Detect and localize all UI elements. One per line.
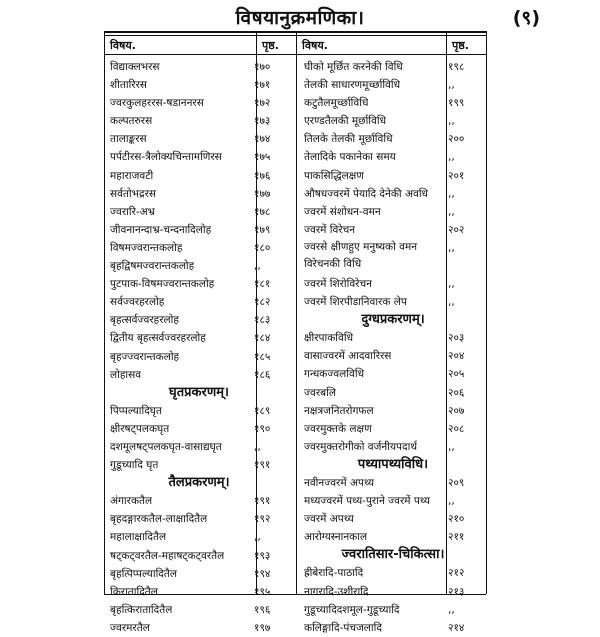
entry-page: २०४ bbox=[448, 350, 465, 363]
index-entry bbox=[300, 619, 486, 637]
entry-subject: बृहत्किरातादितैल bbox=[110, 603, 173, 616]
entry-page: १९४ bbox=[254, 567, 271, 580]
entry-page: ,, bbox=[448, 115, 455, 128]
index-entry bbox=[300, 384, 486, 402]
entry-subject: क्षीरषट्पलकघृत bbox=[110, 422, 170, 435]
entry-page: १९६ bbox=[254, 603, 271, 616]
entry-subject: आरोग्यस्नानकाल bbox=[304, 531, 368, 544]
section-title: घृतप्रकरणम्। bbox=[169, 384, 229, 400]
entry-page: ,, bbox=[254, 531, 261, 544]
index-entry bbox=[106, 275, 292, 293]
index-entry bbox=[106, 58, 292, 76]
entry-page: २०२ bbox=[448, 223, 465, 236]
index-entry bbox=[300, 474, 486, 492]
entry-page: १७४ bbox=[254, 133, 271, 146]
left-page-header: पृष्ठ. bbox=[262, 39, 279, 52]
index-entry bbox=[300, 76, 486, 94]
entry-subject: घीको मूर्छित करनेकी विधि bbox=[304, 61, 403, 73]
entry-page: १७३ bbox=[254, 115, 271, 128]
index-entry bbox=[300, 329, 486, 347]
right-subject-header: विषय. bbox=[302, 39, 328, 52]
entry-subject: द्वितीय बृहत्सर्वज्वरहरलोह bbox=[110, 332, 206, 345]
index-entry bbox=[106, 510, 292, 528]
index-entry bbox=[106, 311, 292, 329]
entry-page: २०८ bbox=[448, 422, 465, 435]
entry-subject: महालाक्षादितैल bbox=[110, 531, 167, 544]
entry-page: २०७ bbox=[448, 404, 465, 417]
entry-subject: ज्वरबलि bbox=[304, 386, 336, 399]
left-index-column bbox=[106, 58, 292, 637]
index-entry bbox=[300, 564, 486, 582]
entry-page: २१३ bbox=[448, 585, 465, 598]
index-entry bbox=[106, 619, 292, 637]
entry-subject: बृहद्विषमज्वरान्तकलोह bbox=[110, 260, 195, 273]
entry-page: १८९ bbox=[254, 404, 271, 417]
entry-subject: पुटपाक-विषमज्वरान्तकलोह bbox=[110, 278, 215, 291]
entry-page: १९१ bbox=[254, 459, 271, 472]
entry-page: १९३ bbox=[254, 549, 271, 562]
index-entry bbox=[106, 329, 292, 347]
entry-page: २०९ bbox=[448, 476, 465, 489]
entry-page: ,, bbox=[448, 205, 455, 218]
entry-page: १७७ bbox=[254, 187, 271, 200]
index-entry bbox=[300, 438, 486, 456]
entry-subject: पिप्पल्यादिघृत bbox=[110, 404, 162, 417]
index-entry bbox=[300, 130, 486, 148]
index-entry bbox=[106, 583, 292, 601]
index-entry bbox=[106, 203, 292, 221]
entry-page: ,, bbox=[448, 151, 455, 164]
entry-subject: गुडूच्यादि घृत bbox=[110, 459, 159, 472]
entry-subject: ज्वरमें शिरोविरेचन bbox=[304, 277, 372, 290]
entry-page: १७१ bbox=[254, 79, 271, 92]
entry-page: ,, bbox=[254, 440, 261, 453]
entry-page: २०५ bbox=[448, 368, 465, 381]
section-heading bbox=[106, 384, 292, 402]
index-entry bbox=[300, 528, 486, 546]
index-entry bbox=[300, 112, 486, 130]
entry-page: १८६ bbox=[254, 368, 271, 381]
index-entry bbox=[300, 420, 486, 438]
entry-subject: ज्वरमें संशोधन-वमन bbox=[304, 205, 381, 218]
entry-page: १७५ bbox=[254, 151, 271, 164]
section-heading bbox=[300, 546, 486, 564]
entry-subject: महाराजवटी bbox=[110, 169, 154, 182]
index-entry bbox=[300, 148, 486, 166]
entry-subject: दशमूलषट्पलकघृत-वासाद्यघृत bbox=[110, 440, 222, 453]
section-title: तैलप्रकरणम्। bbox=[168, 475, 230, 491]
entry-subject: क्षीरपाकविधि bbox=[304, 332, 354, 345]
index-entry bbox=[300, 402, 486, 420]
entry-subject: कल्पतरुरस bbox=[110, 115, 153, 128]
entry-page: १७० bbox=[254, 61, 271, 73]
index-entry bbox=[300, 221, 486, 239]
entry-page: ,, bbox=[254, 260, 261, 273]
entry-page: ,, bbox=[448, 440, 455, 453]
index-entry bbox=[106, 492, 292, 510]
entry-subject: बृहज्ज्वरान्तकलोह bbox=[110, 350, 180, 363]
entry-page: १७६ bbox=[254, 169, 271, 182]
index-entry bbox=[300, 365, 486, 383]
entry-page: १९० bbox=[254, 422, 271, 435]
entry-page: १८४ bbox=[254, 332, 271, 345]
entry-subject: ज्वरमें विरेचन bbox=[304, 223, 356, 236]
index-entry bbox=[106, 130, 292, 148]
border-left bbox=[104, 31, 105, 594]
section-title: ज्वरातिसार-चिकित्सा। bbox=[341, 547, 445, 563]
entry-page: ,, bbox=[448, 495, 455, 508]
entry-page: १८५ bbox=[254, 350, 271, 363]
entry-subject: तेलादिके पकानेका समय bbox=[304, 151, 396, 164]
entry-page: १८० bbox=[254, 241, 271, 254]
entry-subject: नवीनज्वरमें अपथ्य bbox=[304, 476, 375, 489]
index-entry bbox=[106, 601, 292, 619]
entry-page: १७२ bbox=[254, 97, 271, 110]
index-entry bbox=[300, 347, 486, 365]
index-entry bbox=[106, 402, 292, 420]
index-entry bbox=[300, 510, 486, 528]
entry-page: २०० bbox=[448, 133, 465, 146]
entry-page: २०३ bbox=[448, 332, 465, 345]
entry-subject: ज्वरमुक्तके लक्षण bbox=[304, 422, 372, 435]
entry-page: ,, bbox=[448, 296, 455, 309]
entry-subject: औषधज्वरमें पेयादि देनेकी अवधि bbox=[304, 187, 428, 200]
entry-page: २१० bbox=[448, 513, 465, 526]
entry-page: २०६ bbox=[448, 386, 465, 399]
entry-subject: लोहासव bbox=[110, 368, 142, 381]
entry-subject: सर्वज्वरहरलोह bbox=[110, 296, 165, 309]
entry-page: २१२ bbox=[448, 567, 465, 580]
entry-subject: गन्धकज्वलविधि bbox=[304, 368, 365, 381]
section-title: दुग्धप्रकरणम्। bbox=[361, 312, 425, 328]
index-entry bbox=[106, 94, 292, 112]
index-entry bbox=[106, 528, 292, 546]
entry-page: १९५ bbox=[254, 585, 271, 598]
entry-subject: ज्वरसे क्षीणहुए मनुष्यको वमन विरेचनकी विधि bbox=[304, 240, 418, 270]
entry-subject: बृहत्सर्वज्वरहरलोह bbox=[110, 314, 179, 327]
index-entry bbox=[106, 438, 292, 456]
entry-subject: ज्वरमरतैल bbox=[110, 621, 150, 634]
index-entry bbox=[106, 76, 292, 94]
index-entry bbox=[300, 94, 486, 112]
entry-page: १९१ bbox=[254, 495, 271, 508]
entry-subject: एरण्डतैलकी मूर्छाविधि bbox=[304, 115, 387, 128]
top-rule-thin bbox=[104, 35, 486, 36]
entry-page: २०१ bbox=[448, 169, 465, 182]
index-entry bbox=[300, 185, 486, 203]
entry-subject: ज्वरारि-अभ्र bbox=[110, 205, 156, 218]
header-rule bbox=[104, 54, 486, 55]
index-entry bbox=[106, 167, 292, 185]
entry-subject: विषमज्वरान्तकलोह bbox=[110, 241, 183, 254]
index-entry bbox=[300, 58, 486, 76]
index-entry bbox=[300, 167, 486, 185]
center-divider bbox=[296, 31, 297, 594]
entry-page: २१४ bbox=[448, 621, 465, 634]
entry-subject: विद्याक्लभरस bbox=[110, 61, 160, 73]
entry-subject: पर्पटीरस-त्रैलोक्यचिन्तामणिरस bbox=[110, 151, 222, 164]
index-entry bbox=[300, 239, 486, 275]
section-title: पथ्यापथ्यविधि। bbox=[357, 456, 429, 472]
entry-subject: ज्वरमें अपथ्य bbox=[304, 513, 354, 526]
entry-page: १९२ bbox=[254, 513, 271, 526]
index-entry bbox=[106, 547, 292, 565]
entry-subject: तेलकी साधारणमूर्च्छाविधि bbox=[304, 79, 401, 92]
index-entry bbox=[300, 293, 486, 311]
index-entry bbox=[106, 293, 292, 311]
entry-subject: पाकसिद्धिलक्षण bbox=[304, 169, 364, 182]
right-page-header: पृष्ठ. bbox=[452, 39, 469, 52]
index-entry bbox=[106, 148, 292, 166]
entry-subject: सर्वतोभद्ररस bbox=[110, 187, 156, 200]
entry-subject: तालाङ्करस bbox=[110, 133, 147, 146]
entry-subject: ज्वरकुलहररस-षडाननरस bbox=[110, 97, 204, 110]
entry-page: १८१ bbox=[254, 278, 271, 291]
border-right bbox=[486, 31, 487, 594]
entry-subject: किरातादितैल bbox=[110, 585, 158, 598]
entry-subject: तिलके तेलकी मूर्छाविधि bbox=[304, 133, 393, 146]
entry-page: ,, bbox=[448, 187, 455, 200]
entry-subject: गुडूच्यादिदशमूल-गुडूच्यादि bbox=[304, 603, 400, 616]
top-rule bbox=[104, 31, 486, 33]
index-entry bbox=[106, 112, 292, 130]
index-entry bbox=[300, 275, 486, 293]
index-entry bbox=[106, 348, 292, 366]
entry-subject: बृहदङ्गारकतैल-लाक्षादितैल bbox=[110, 513, 208, 526]
index-entry bbox=[106, 420, 292, 438]
entry-page: १८३ bbox=[254, 314, 271, 327]
entry-page: २११ bbox=[448, 531, 465, 544]
entry-subject: नक्षत्रजनितरोगफल bbox=[304, 404, 374, 417]
entry-subject: षट्कट्वरतैल-महाषट्कट्वरतैल bbox=[110, 549, 225, 562]
entry-subject: जीवनानन्दाभ्र-चन्दनादिलोह bbox=[110, 223, 212, 236]
entry-page: १७८ bbox=[254, 205, 271, 218]
entry-page: १९७ bbox=[254, 621, 271, 634]
entry-page: ,, bbox=[448, 79, 455, 92]
right-index-column bbox=[300, 58, 486, 637]
entry-page: ,, bbox=[448, 241, 455, 254]
page-number: (९) bbox=[512, 7, 540, 29]
left-subject-header: विषय. bbox=[110, 39, 136, 52]
index-entry bbox=[106, 456, 292, 474]
entry-subject: बृहत्पिप्पल्यादितैल bbox=[110, 567, 177, 580]
index-entry bbox=[106, 366, 292, 384]
entry-subject: ज्वरमुक्तरोगीको वर्जनीयपदार्थ bbox=[304, 440, 418, 453]
entry-page: १८२ bbox=[254, 296, 271, 309]
entry-page: १९८ bbox=[448, 61, 465, 73]
section-heading bbox=[106, 474, 292, 492]
entry-page: १९९ bbox=[448, 97, 465, 110]
entry-subject: ह्रीबेरादि-पाठादि bbox=[304, 567, 364, 580]
index-entry bbox=[106, 257, 292, 275]
index-entry bbox=[106, 185, 292, 203]
entry-subject: शीतारिरस bbox=[110, 79, 147, 92]
index-entry bbox=[106, 239, 292, 257]
entry-subject: वासाज्वरमें आदवारिरस bbox=[304, 350, 392, 363]
page-title: विषयानुक्रमणिका। bbox=[235, 7, 365, 29]
index-entry bbox=[300, 583, 486, 601]
index-entry bbox=[106, 565, 292, 583]
entry-subject: कटुतैलमूर्च्छाविधि bbox=[304, 97, 369, 110]
section-heading bbox=[300, 311, 486, 329]
index-entry bbox=[300, 601, 486, 619]
entry-subject: अंगारकतैल bbox=[110, 495, 153, 508]
entry-page: ,, bbox=[448, 603, 455, 616]
entry-subject: कलिङ्गादि-पंचजलादि bbox=[304, 621, 382, 634]
entry-page: ,, bbox=[448, 277, 455, 290]
index-entry bbox=[106, 221, 292, 239]
section-heading bbox=[300, 456, 486, 474]
index-entry bbox=[300, 492, 486, 510]
entry-subject: मध्यज्वरमें पथ्य-पुराने ज्वरमें पथ्य bbox=[304, 495, 430, 508]
entry-page: १७९ bbox=[254, 223, 271, 236]
entry-subject: ज्वरमें शिरपीडानिवारक लेप bbox=[304, 296, 407, 309]
index-entry bbox=[300, 203, 486, 221]
entry-subject: नागरादि-उशीरादि bbox=[304, 585, 369, 598]
